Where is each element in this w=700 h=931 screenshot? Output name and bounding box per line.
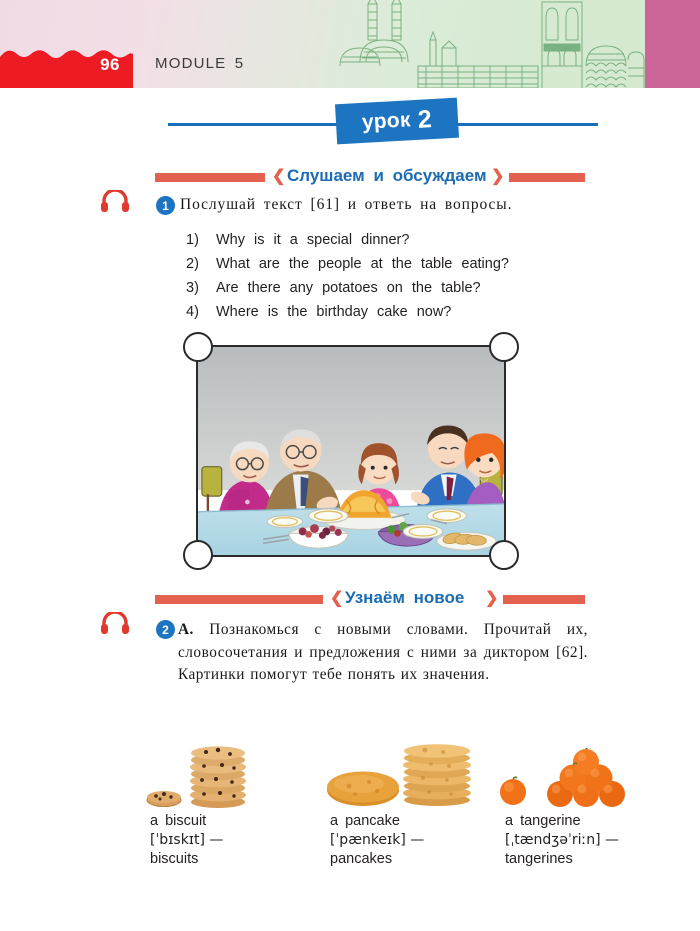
- exercise-2-part-label: А.: [178, 621, 194, 638]
- vocab-transcription: [ˈbɪskɪt] —: [150, 832, 224, 848]
- question-text: Why is it a special dinner?: [216, 232, 410, 248]
- exercise-number-2: 2: [156, 620, 175, 639]
- vocab-singular: a tangerine: [505, 813, 581, 829]
- frame-corner-bottom-left: [183, 540, 213, 570]
- vocab-caption-tangerine: [505, 812, 619, 869]
- pancake-photo: [325, 742, 475, 808]
- exercise-1-question-list: [186, 228, 509, 324]
- illustration-frame: [196, 345, 506, 557]
- exercise-1-prompt: Послушай текст [61] и ответь на вопросы.: [180, 196, 513, 213]
- headphones-icon: [100, 612, 130, 634]
- frame-corner-bottom-right: [489, 540, 519, 570]
- vocab-plural: pancakes: [330, 851, 393, 867]
- vocab-transcription: [ˌtændʒəˈriːn] —: [505, 832, 620, 848]
- question-text: Are there any potatoes on the table?: [216, 280, 481, 296]
- exercise-2-prompt: [178, 619, 588, 687]
- lesson-number: 2: [416, 104, 433, 134]
- list-item: [186, 252, 509, 276]
- question-number: 4): [186, 304, 199, 320]
- section-bar-right: [509, 173, 585, 182]
- section-heading-new-material: [155, 588, 585, 610]
- module-label: MODULE 5: [155, 55, 245, 72]
- question-number: 1): [186, 232, 199, 248]
- question-text: Where is the birthday cake now?: [216, 304, 452, 320]
- section-bar-right: [503, 595, 585, 604]
- section-bar-left: [155, 173, 265, 182]
- illustration-artwork: [198, 347, 504, 555]
- biscuit-photo: [146, 742, 256, 808]
- exercise-number-1: 1: [156, 196, 175, 215]
- vocab-caption-biscuit: [150, 812, 223, 869]
- vocab-plural: tangerines: [505, 851, 573, 867]
- vocab-plural: biscuits: [150, 851, 199, 867]
- vocab-transcription: [ˈpænkeɪk] —: [330, 832, 425, 848]
- vocab-caption-pancake: [330, 812, 424, 869]
- list-item: [186, 300, 509, 324]
- chevron-right-icon: ❯: [485, 590, 499, 607]
- chevron-left-icon: ❮: [330, 590, 344, 607]
- lesson-tag-label: [335, 98, 459, 145]
- lesson-word: урок: [361, 108, 412, 134]
- section-title: Узнаём новое: [345, 588, 465, 607]
- chevron-right-icon: ❯: [491, 168, 505, 185]
- list-item: [186, 276, 509, 300]
- header-pink-block: [645, 0, 700, 88]
- section-title: Слушаем и обсуждаем: [287, 166, 487, 185]
- page-header: [0, 0, 700, 88]
- vocab-singular: a biscuit: [150, 813, 207, 829]
- family-dinner-illustration: [196, 345, 506, 557]
- question-number: 2): [186, 256, 199, 272]
- cityscape-decoration-icon: [330, 0, 645, 88]
- exercise-2-prompt-text: Познакомься с новыми словами. Прочитай их, словосочетания и предложения с ними за диктором [62]. Картинки помогут тебе понять их значения.: [178, 621, 588, 683]
- question-number: 3): [186, 280, 199, 296]
- question-text: What are the people at the table eating?: [216, 256, 509, 272]
- section-heading-listening: [155, 166, 585, 188]
- list-item: [186, 228, 509, 252]
- frame-corner-top-left: [183, 332, 213, 362]
- headphones-icon: [100, 190, 130, 212]
- page-number: 96: [100, 55, 120, 74]
- tangerine-photo: [498, 748, 638, 808]
- chevron-left-icon: ❮: [272, 168, 286, 185]
- section-bar-left: [155, 595, 323, 604]
- frame-corner-top-right: [489, 332, 519, 362]
- vocab-singular: a pancake: [330, 813, 400, 829]
